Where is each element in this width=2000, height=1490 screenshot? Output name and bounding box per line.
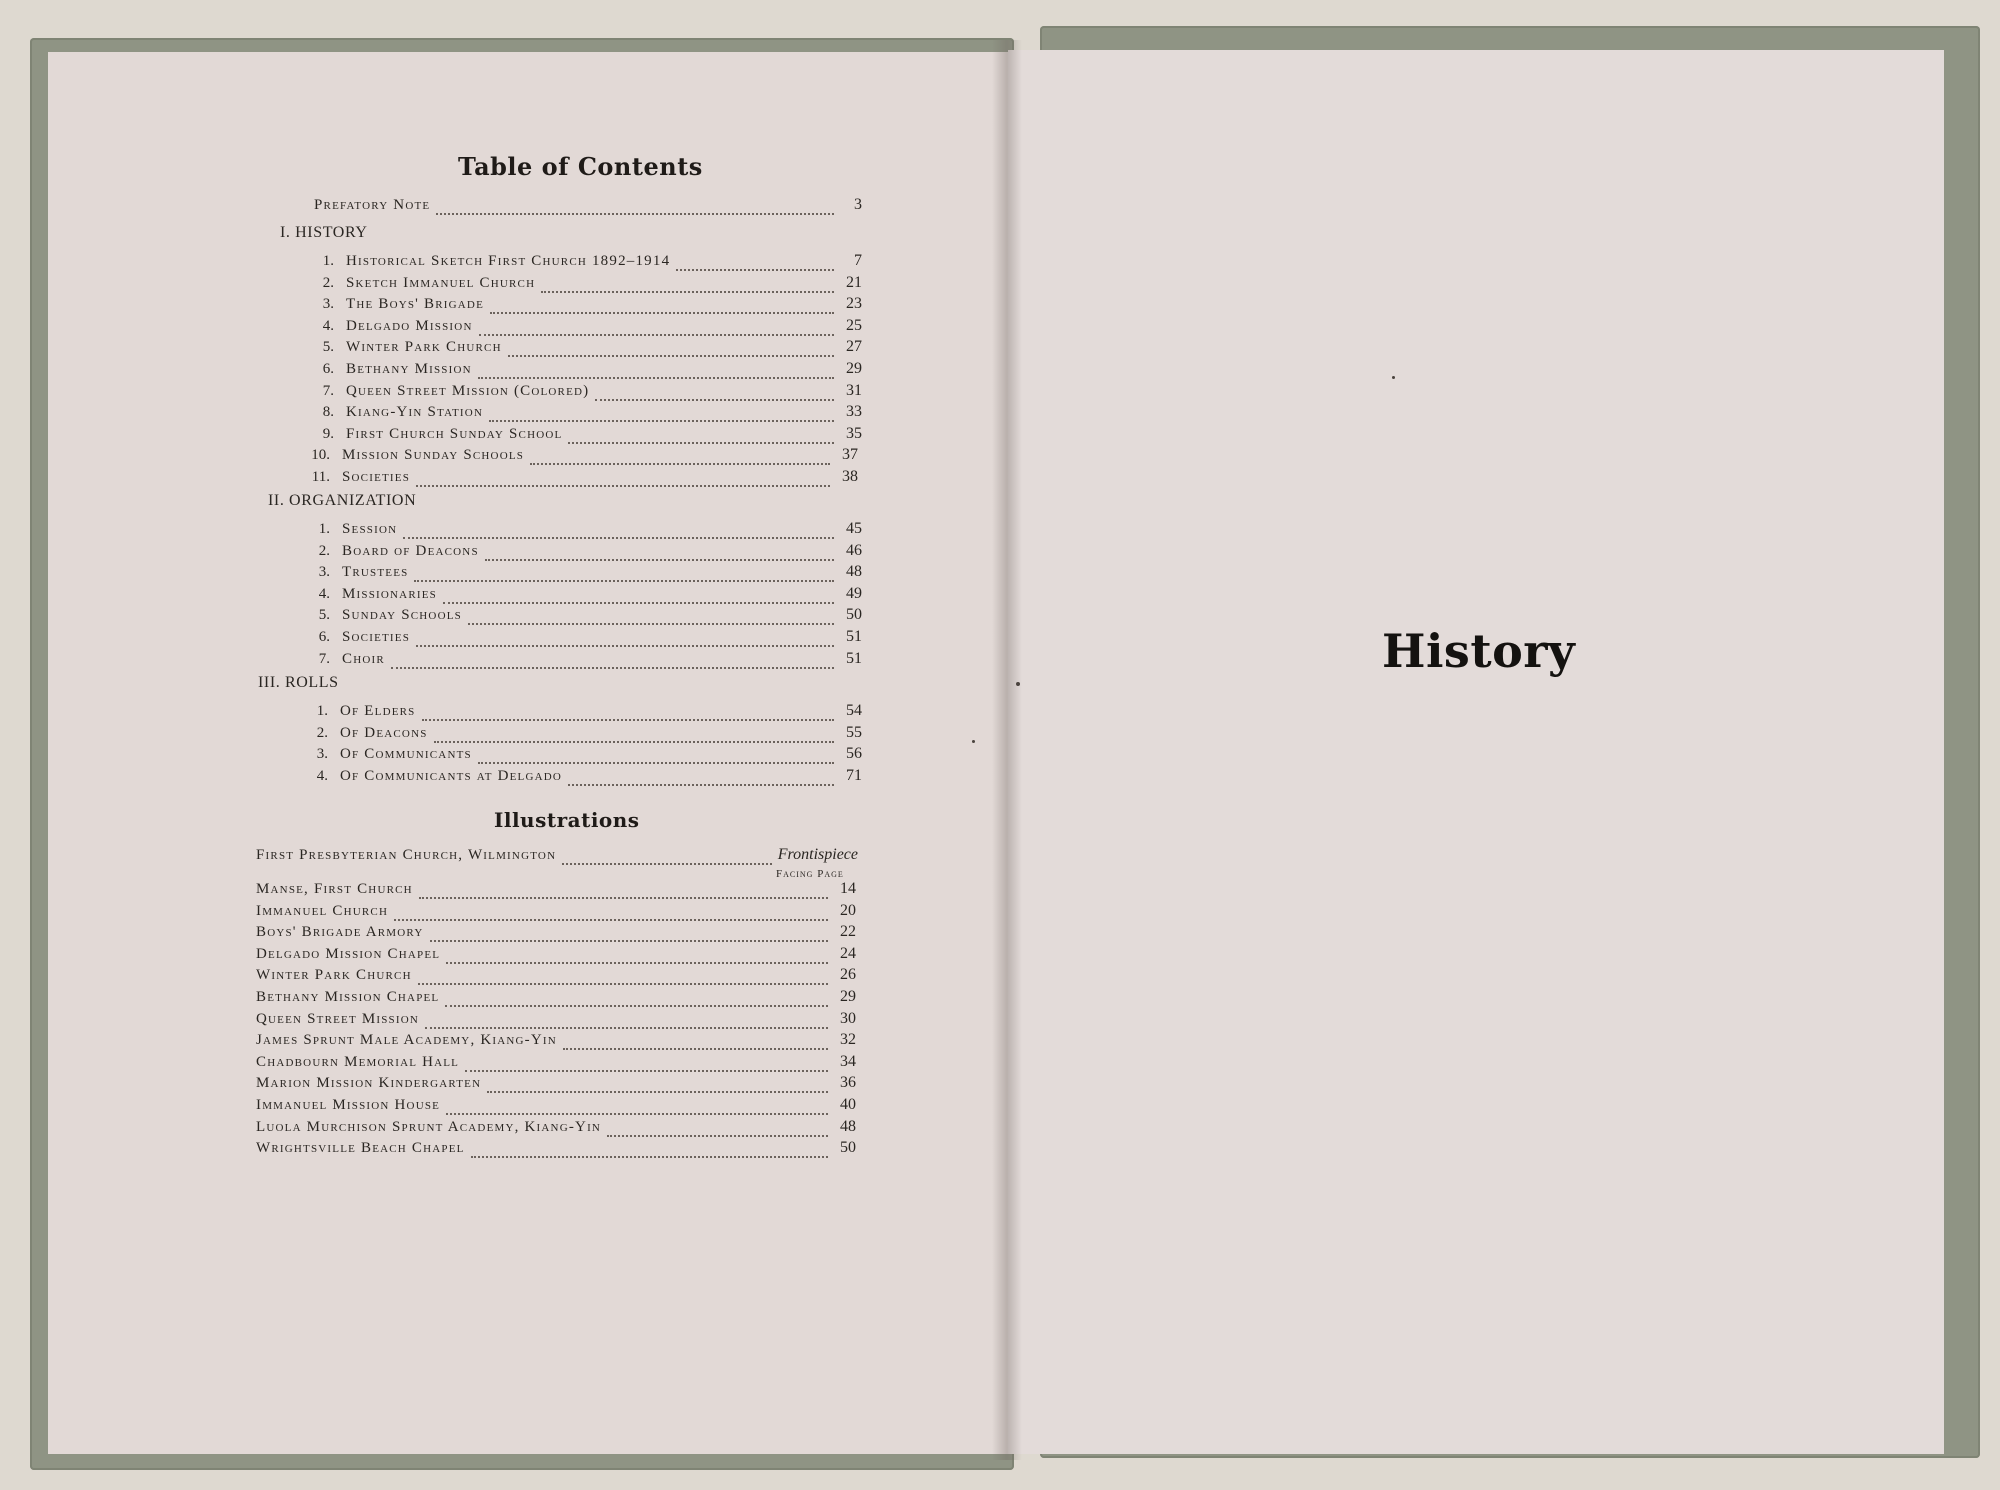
entry-label: Of Elders (340, 703, 416, 719)
dot-leader (676, 257, 834, 271)
entry-label: Delgado Mission (346, 317, 473, 334)
entry-page: 22 (840, 923, 856, 941)
entry-label: Board of Deacons (342, 542, 479, 559)
toc-section-heading: II. ORGANIZATION (268, 492, 417, 509)
illustration-entry (256, 988, 856, 1008)
entry-label: Societies (342, 469, 411, 485)
entry-page: 25 (846, 316, 862, 334)
dot-leader (436, 201, 834, 215)
entry-number: 1. (318, 521, 330, 537)
illustration-entry (256, 1031, 856, 1051)
book-gutter (992, 40, 1022, 1460)
entry-number: 3. (316, 746, 328, 763)
entry-label: Queen Street Mission (Colored) (346, 382, 590, 399)
entry-page: 20 (840, 901, 856, 919)
dot-leader (530, 451, 830, 465)
dot-leader (419, 885, 828, 899)
toc-entry (306, 403, 862, 423)
toc-entry (302, 585, 862, 605)
entry-number: 1. (316, 703, 328, 719)
toc-entry (302, 446, 858, 466)
entry-page: 29 (840, 988, 856, 1005)
entry-label: The Boys' Brigade (346, 296, 484, 313)
entry-number: 7. (318, 650, 330, 667)
entry-page: 49 (846, 584, 862, 602)
entry-page: 48 (840, 1117, 856, 1135)
entry-label: Manse, First Church (256, 881, 413, 897)
toc-entry (302, 563, 862, 583)
dot-leader (394, 907, 828, 921)
dot-leader (485, 547, 834, 561)
entry-label: James Sprunt Male Academy, Kiang-Yin (256, 1032, 557, 1049)
dot-leader (563, 1036, 828, 1050)
toc-title: Table of Contents (458, 152, 703, 181)
entry-number: 10. (311, 447, 330, 464)
entry-page: 23 (846, 295, 862, 313)
toc-entry-prefatory (314, 196, 862, 216)
dot-leader (416, 633, 834, 647)
illustration-entry (256, 1139, 856, 1159)
dot-leader (418, 971, 828, 985)
entry-label: Mission Sunday Schools (342, 447, 525, 464)
illustrations-title: Illustrations (494, 808, 640, 832)
entry-label: First Presbyterian Church, Wilmington (256, 847, 557, 863)
entry-label: Missionaries (342, 585, 437, 602)
paper-speck (1392, 376, 1395, 379)
dot-leader (489, 408, 834, 422)
entry-page: 51 (846, 649, 862, 667)
dot-leader (595, 387, 834, 401)
entry-label: Winter Park Church (256, 967, 412, 984)
dot-leader (430, 928, 828, 942)
entry-page: 38 (842, 468, 858, 485)
dot-leader (391, 655, 834, 669)
illustration-entry (256, 966, 856, 986)
toc-entry (306, 295, 862, 315)
entry-number: 5. (322, 339, 334, 356)
entry-number: 9. (322, 425, 334, 442)
entry-page: 31 (846, 381, 862, 399)
entry-page: 29 (846, 360, 862, 377)
paper-speck (1016, 682, 1020, 686)
toc-section-heading: III. ROLLS (258, 674, 339, 691)
toc-entry (306, 360, 862, 380)
entry-label: Marion Mission Kindergarten (256, 1075, 482, 1092)
entry-number: 2. (316, 724, 328, 741)
toc-entry (306, 317, 862, 337)
entry-page: 24 (840, 944, 856, 962)
toc-entry (302, 520, 862, 540)
facing-page-label: Facing Page (776, 868, 844, 880)
toc-entry (302, 650, 862, 670)
entry-page: 71 (846, 766, 862, 784)
entry-page: 14 (840, 880, 856, 897)
dot-leader (508, 343, 834, 357)
toc-entry (302, 628, 862, 648)
entry-number: 6. (322, 361, 334, 377)
dot-leader (434, 729, 834, 743)
entry-label: Trustees (342, 564, 409, 581)
dot-leader (446, 1101, 828, 1115)
entry-number: 8. (322, 404, 334, 421)
entry-page: 48 (846, 563, 862, 581)
entry-number: 7. (322, 382, 334, 399)
entry-page: 30 (840, 1009, 856, 1027)
entry-label: Session (342, 521, 398, 537)
entry-page: 27 (846, 338, 862, 356)
entry-label: Of Communicants at Delgado (340, 767, 563, 784)
entry-number: 2. (318, 542, 330, 559)
illustration-entry (256, 880, 856, 900)
entry-page: 40 (840, 1096, 856, 1113)
toc-entry (302, 542, 862, 562)
entry-label: Immanuel Mission House (256, 1097, 441, 1113)
dot-leader (465, 1058, 828, 1072)
toc-entry (302, 468, 858, 488)
entry-page: 32 (840, 1031, 856, 1049)
illustration-entry (256, 1096, 856, 1116)
entry-page: Frontispiece (777, 846, 858, 863)
entry-label: Choir (342, 650, 385, 667)
toc-entry (300, 745, 862, 765)
entry-number: 4. (322, 317, 334, 334)
illustration-entry (256, 1074, 856, 1094)
entry-label: Delgado Mission Chapel (256, 945, 441, 962)
entry-label: Of Deacons (340, 724, 428, 741)
entry-page: 36 (840, 1074, 856, 1092)
dot-leader (425, 1015, 828, 1029)
entry-number: 3. (318, 564, 330, 581)
entry-label: Queen Street Mission (256, 1010, 420, 1027)
entry-number: 2. (322, 274, 334, 291)
entry-label: Winter Park Church (346, 339, 502, 356)
dot-leader (471, 1144, 828, 1158)
toc-entry (300, 767, 862, 787)
toc-entry (306, 425, 862, 445)
toc-entry (306, 252, 862, 272)
dot-leader (422, 707, 835, 721)
toc-entry (300, 724, 862, 744)
entry-page: 50 (846, 606, 862, 624)
entry-page: 33 (846, 403, 862, 421)
entry-label: Immanuel Church (256, 902, 389, 919)
entry-page: 34 (840, 1052, 856, 1070)
entry-label: Wrightsville Beach Chapel (256, 1140, 465, 1157)
toc-section-heading: I. HISTORY (280, 224, 368, 241)
entry-page: 45 (846, 520, 862, 537)
dot-leader (490, 300, 834, 314)
dot-leader (541, 279, 834, 293)
entry-number: 6. (318, 629, 330, 645)
history-title: History (1382, 624, 1576, 678)
illustration-entry (256, 923, 856, 943)
dot-leader (403, 525, 834, 539)
entry-number: 4. (318, 585, 330, 602)
dot-leader (479, 322, 834, 336)
entry-number: 1. (322, 253, 334, 269)
illustration-entry (256, 1010, 856, 1030)
dot-leader (562, 851, 771, 865)
dot-leader (568, 772, 834, 786)
dot-leader (478, 365, 834, 379)
entry-number: 3. (322, 296, 334, 313)
entry-label: Bethany Mission (346, 361, 472, 377)
illustration-entry (256, 902, 856, 922)
entry-page: 37 (842, 446, 858, 464)
entry-page: 21 (846, 273, 862, 291)
entry-page: 55 (846, 723, 862, 741)
dot-leader (443, 590, 834, 604)
illustration-entry (256, 1053, 856, 1073)
toc-entry (306, 274, 862, 294)
dot-leader (445, 993, 828, 1007)
toc-entry (306, 382, 862, 402)
entry-page: 7 (854, 252, 862, 269)
right-page (1008, 50, 1944, 1454)
entry-label: Bethany Mission Chapel (256, 989, 440, 1005)
entry-label: Chadbourn Memorial Hall (256, 1053, 460, 1070)
entry-page: 51 (846, 628, 862, 645)
entry-label: Of Communicants (340, 746, 472, 763)
dot-leader (446, 950, 828, 964)
entry-label: Sunday Schools (342, 607, 462, 624)
dot-leader (478, 750, 834, 764)
entry-number: 4. (316, 767, 328, 784)
entry-label: Prefatory Note (314, 197, 431, 213)
toc-entry (306, 338, 862, 358)
entry-label: Kiang-Yin Station (346, 404, 484, 421)
entry-page: 26 (840, 966, 856, 984)
dot-leader (468, 611, 834, 625)
entry-page: 3 (854, 196, 862, 213)
entry-number: 5. (318, 607, 330, 624)
dot-leader (416, 473, 830, 487)
entry-number: 11. (311, 469, 330, 485)
entry-label: Societies (342, 629, 411, 645)
paper-speck (972, 740, 975, 743)
entry-page: 35 (846, 424, 862, 442)
illustration-entry (256, 1118, 856, 1138)
dot-leader (414, 568, 834, 582)
entry-page: 54 (846, 702, 862, 719)
entry-label: Historical Sketch First Church 1892–1914 (346, 253, 671, 269)
illustration-entry (256, 945, 856, 965)
entry-label: Boys' Brigade Armory (256, 924, 424, 941)
entry-label: First Church Sunday School (346, 425, 563, 442)
toc-entry (302, 606, 862, 626)
dot-leader (487, 1079, 828, 1093)
entry-label: Sketch Immanuel Church (346, 274, 536, 291)
entry-page: 50 (840, 1139, 856, 1157)
entry-label: Luola Murchison Sprunt Academy, Kiang-Yin (256, 1118, 602, 1135)
dot-leader (607, 1123, 828, 1137)
illustration-entry-frontispiece (256, 846, 858, 866)
entry-page: 46 (846, 541, 862, 559)
entry-page: 56 (846, 745, 862, 763)
dot-leader (568, 430, 834, 444)
toc-entry (300, 702, 862, 722)
